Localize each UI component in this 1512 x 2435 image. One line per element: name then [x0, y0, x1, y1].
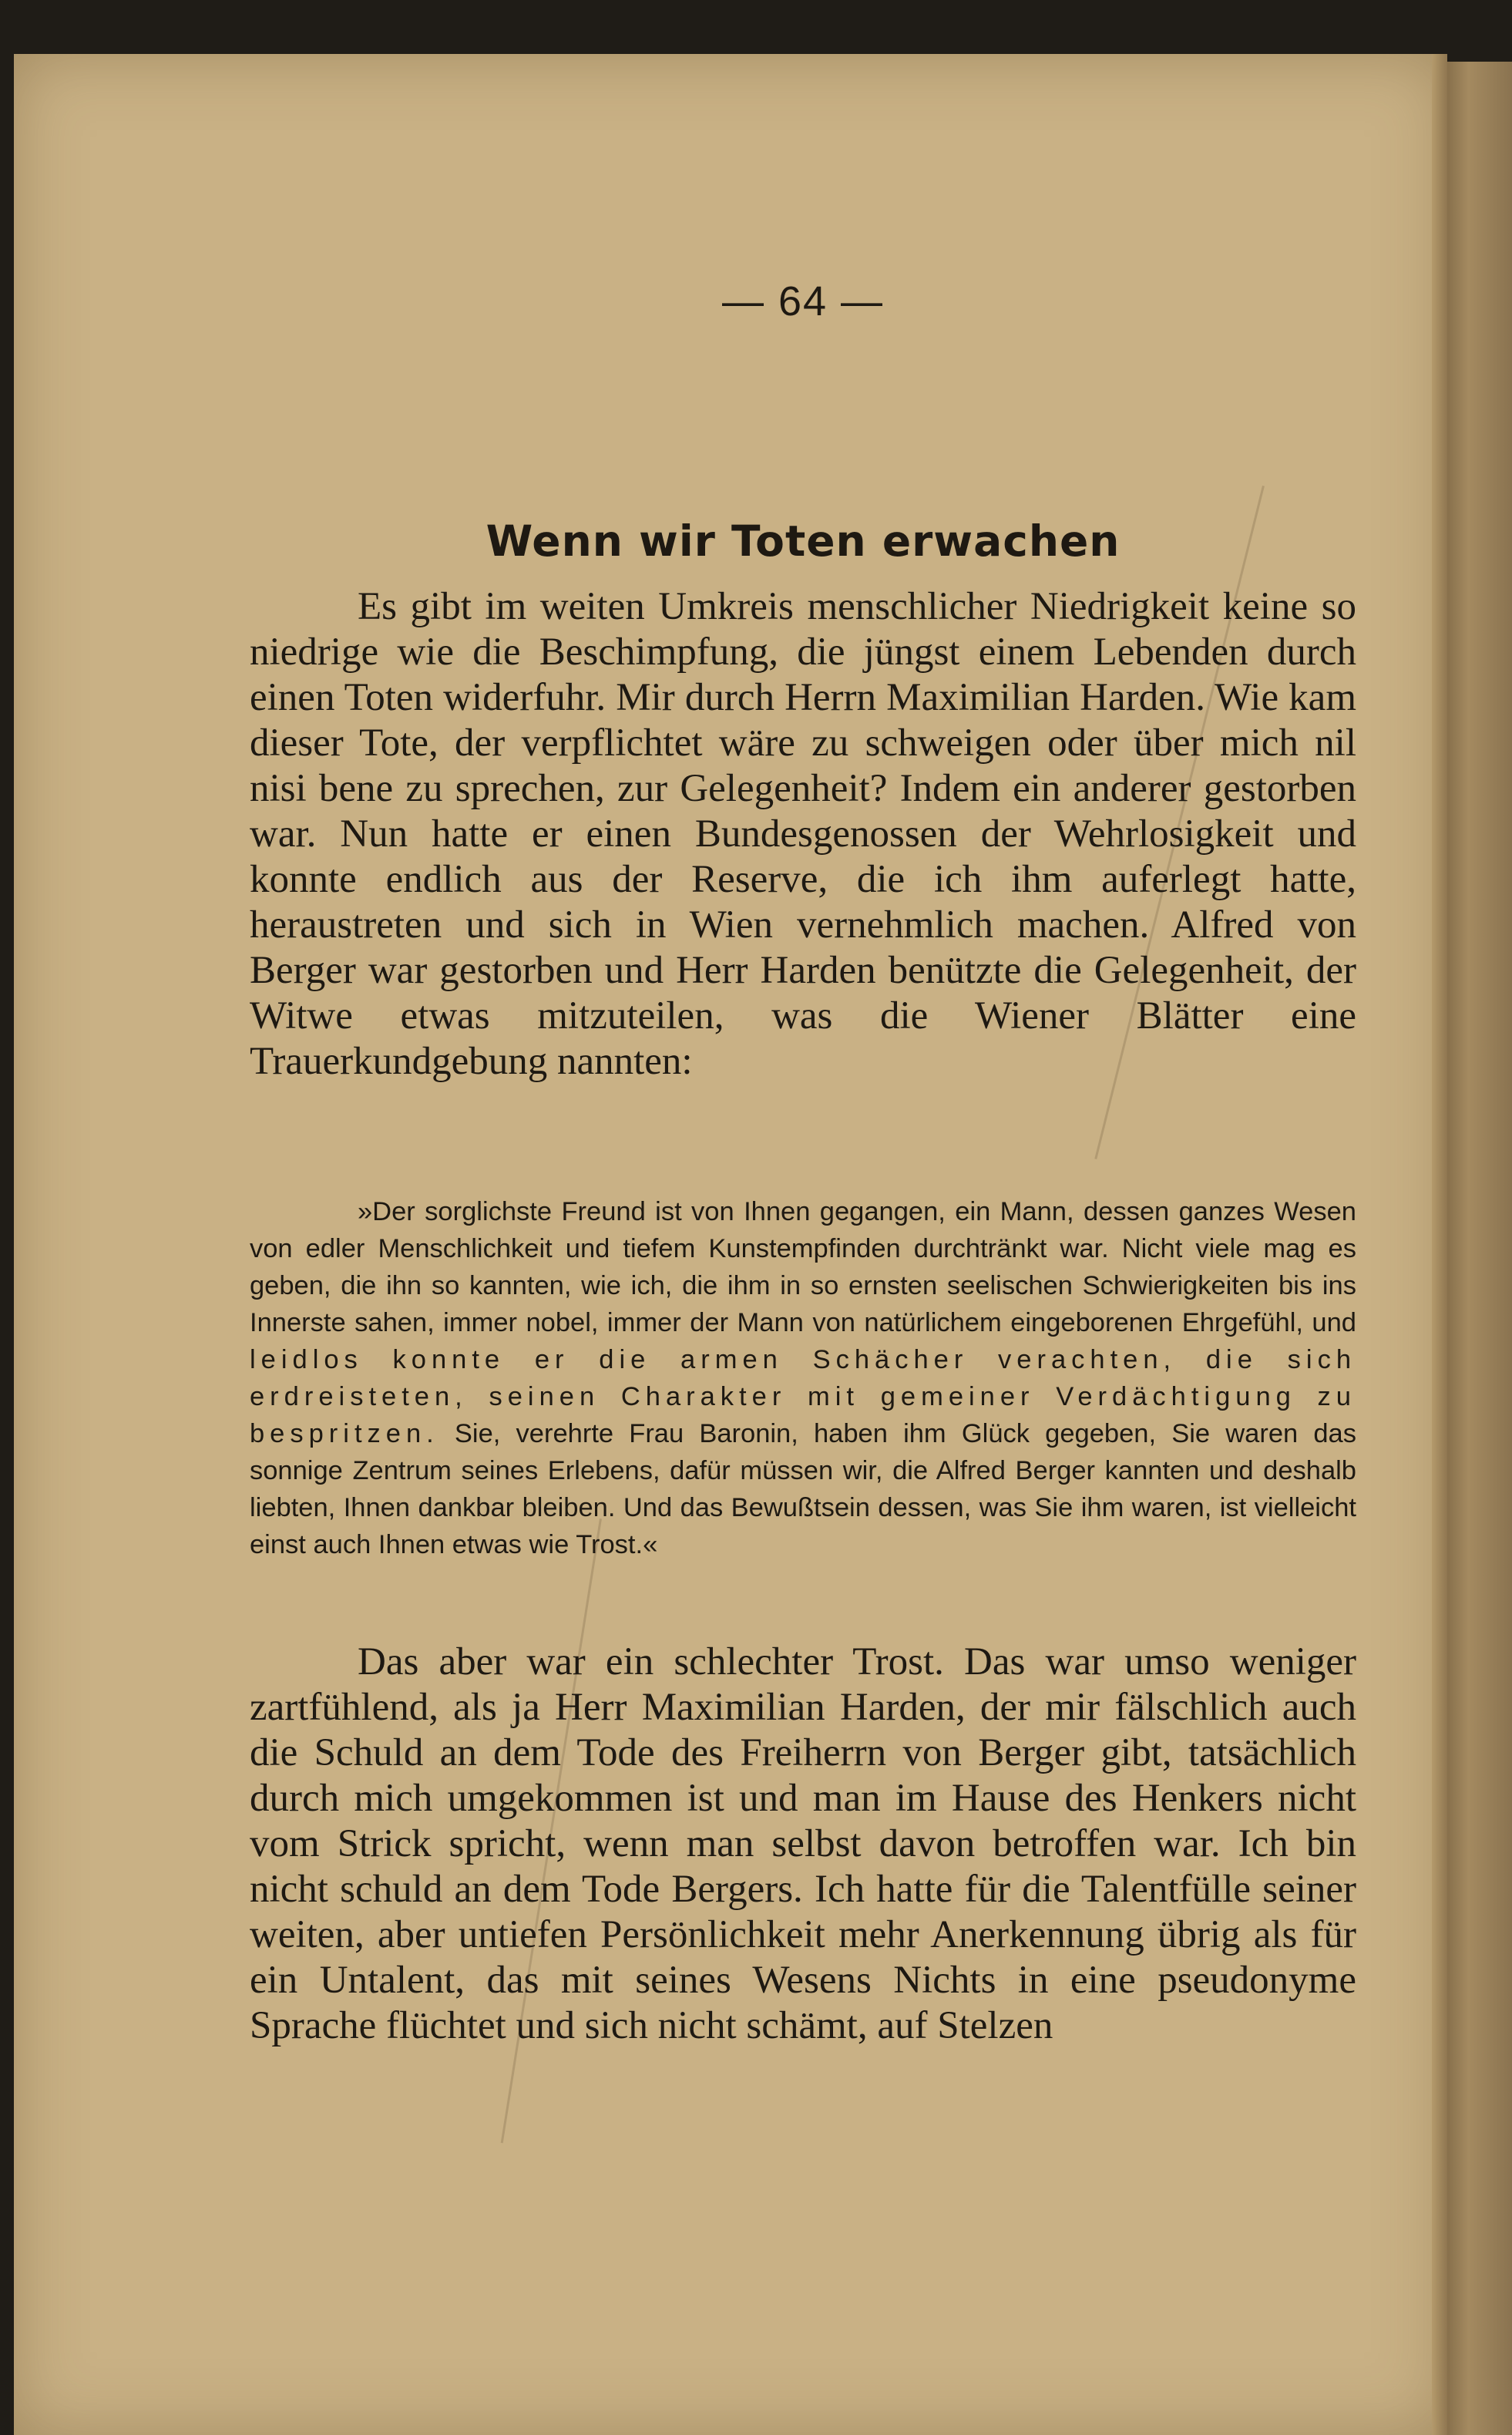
page-fold-shadow — [1432, 54, 1447, 2435]
quote-text: Sie, verehrte Frau Baronin, haben ihm Glück gegeben, Sie waren das sonnige Zentrum seines Erlebens, dafür müssen wir, die Alfred Berger kannten und deshalb liebten, Ihnen dankbar bleiben. Und das Bewußtsein dessen, was Sie ihm waren, ist vielleicht einst auch Ihnen etwas wie Trost.« — [250, 1419, 1356, 1559]
page-number: — 64 — — [721, 278, 885, 325]
quote-emphasis: leidlos konnte er die armen Schächer verachten, die sich erdreisteten, seinen Charakter mit gemeiner Verdächtigung zu bespritzen. — [250, 1345, 1356, 1448]
book-page — [14, 54, 1447, 2435]
body-paragraph: Das aber war ein schlechter Trost. Das war umso weniger zartfühlend, als ja Herr Maximilian Harden, der mir fälschlich auch die Schuld an dem Tode des Freiherrn von Berger gibt, tatsächlich durch mich umgekommen ist und man im Hause des Henkers nicht vom Strick spricht, wenn man selbst davon betroffen war. Ich bin nicht schuld an dem Tode Bergers. Ich hatte für die Talentfülle seiner weiten, aber untiefen Persönlichkeit mehr Anerkennung übrig als für ein Untalent, das mit seines Wesens Nichts in eine pseudonyme Sprache flüchtet und sich nicht schämt, auf Stelzen — [250, 1640, 1356, 2047]
adjacent-page-edge — [1440, 62, 1512, 2435]
body-paragraph: Es gibt im weiten Umkreis menschlicher Niedrigkeit keine so niedrige wie die Beschimpfung, die jüngst einem Lebenden durch einen Toten widerfuhr. Mir durch Herrn Maximilian Harden. Wie kam dieser Tote, der verpflichtet wäre zu schweigen oder über mich nil nisi bene zu sprechen, zur Gelegenheit? Indem ein anderer gestorben war. Nun hatte er einen Bundesgenossen der Wehrlosigkeit und konnte endlich aus der Reserve, die ich ihm auferlegt hatte, heraustreten und sich in Wien vernehmlich machen. Alfred von Berger war gestorben und Herr Harden benützte die Gelegenheit, der Witwe etwas mitzuteilen, was die Wiener Blätter eine Trauerkundgebung nannten: — [250, 585, 1356, 1083]
article-title: Wenn wir Toten erwachen — [486, 516, 1121, 566]
quoted-letter — [250, 1193, 1356, 1563]
quote-text: »Der sorglichste Freund ist von Ihnen gegangen, ein Mann, dessen ganzes Wesen von edler Menschlichkeit und tiefem Kunstempfinden durchtränkt war. Nicht viele mag es geben, die ihn so kannten, wie ich, die ihm in so ernsten seelischen Schwierigkeiten bis ins Innerste sahen, immer nobel, immer der Mann von natürlichem eingeborenen Ehrgefühl, und — [250, 1197, 1356, 1337]
